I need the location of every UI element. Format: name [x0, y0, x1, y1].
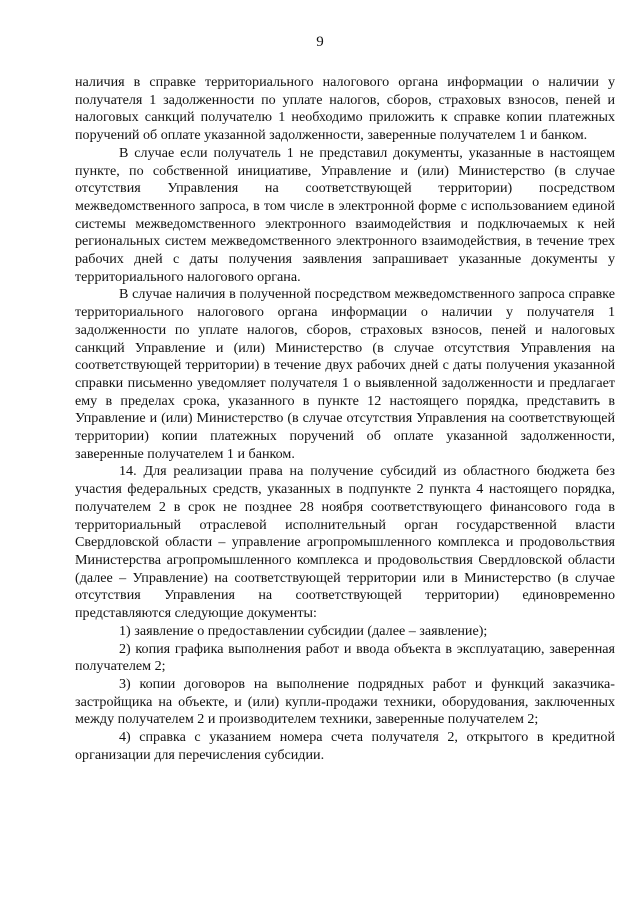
paragraph-continuation: наличия в справке территориального налогового органа информации о наличии у получателя 1 задолженности по уплате налогов, сборов, страховых взносов, пеней и налоговых санкций получателю 1 необходимо приложить к справке копии платежных поручений об оплате указанной задолженности, заверенные получателем 1 и банком.	[75, 74, 615, 144]
page-number: 9	[316, 34, 324, 50]
list-item-schedule-copy: 2) копия графика выполнения работ и ввода объекта в эксплуатацию, заверенная получателем 2;	[75, 640, 615, 675]
paragraph-debt-notification: В случае наличия в полученной посредством межведомственного запроса справке территориального налогового органа информации о наличии у получателя 1 задолженности по уплате налогов, сборов, страховых взносов, пеней и налоговых санкций Управление и (или) Министерство (в случае отсутствия Управления на соответствующей территории) в течение двух рабочих дней с даты получения указанной справки письменно уведомляет получателя 1 о выявленной задолженности и предлагает ему в пределах срока, указанного в пункте 12 настоящего порядка, представить в Управление и (или) Министерство (в случае отсутствия Управления на соответствующей территории) копии платежных поручений об оплате указанной задолженности, заверенные получателем 1 и банком.	[75, 286, 615, 462]
list-item-application: 1) заявление о предоставлении субсидии (далее – заявление);	[119, 622, 488, 639]
list-item-contracts-copies: 3) копии договоров на выполнение подрядных работ и функций заказчика-застройщика на объекте, и (или) купли-продажи техники, оборудования, заключенных между получателем 2 и производителем техники, заверенные получателем 2;	[75, 675, 615, 728]
paragraph-interagency-request: В случае если получатель 1 не представил документы, указанные в настоящем пункте, по собственной инициативе, Управление и (или) Министерство (в случае отсутствия Управления на соответствующей территории) посредством межведомственного запроса, в том числе в электронной форме с использованием единой системы межведомственного электронного взаимодействия и подключаемых к ней региональных систем межведомственного электронного взаимодействия, в течение трех рабочих дней с даты получения заявления запрашивает указанные документы у территориального налогового органа.	[75, 144, 615, 285]
paragraph-item-14: 14. Для реализации права на получение субсидий из областного бюджета без участия федеральных средств, указанных в подпункте 2 пункта 4 настоящего порядка, получателем 2 в срок не позднее 28 ноября соответствующего финансового года в территориальный отраслевой исполнительный орган государственной власти Свердловской области – управление агропромышленного комплекса и продовольствия Министерства агропромышленного комплекса и продовольствия Свердловской области (далее – Управление) на соответствующей территории или в Министерство (в случае отсутствия Управления на соответствующей территории) единовременно представляются следующие документы:	[75, 463, 615, 622]
list-item-account-certificate: 4) справка с указанием номера счета получателя 2, открытого в кредитной организации для перечисления субсидии.	[75, 729, 615, 763]
document-body	[75, 74, 615, 764]
